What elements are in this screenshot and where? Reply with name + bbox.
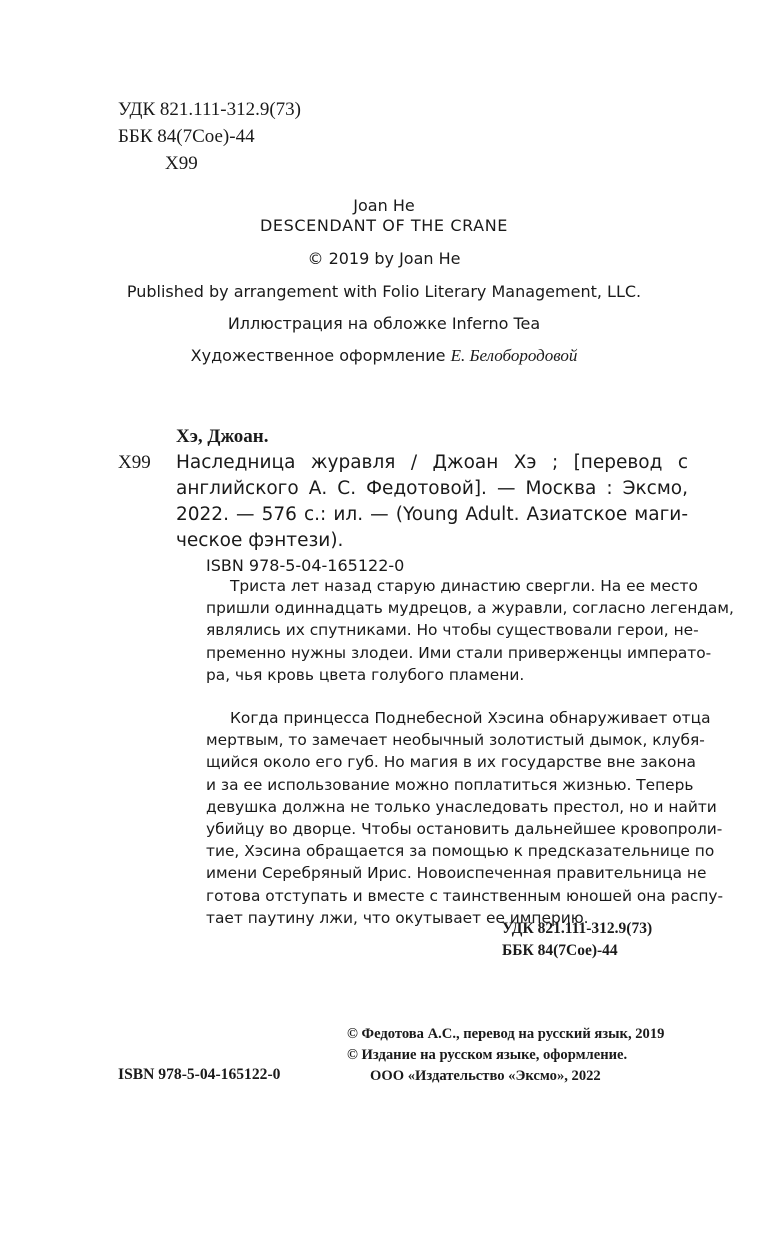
description-line: английского А. С. Федотовой]. — Москва : Эксмо,: [176, 478, 688, 499]
entry-isbn: ISBN 978-5-04-165122-0: [206, 556, 405, 575]
annotation-line: Триста лет назад старую династию свергли. На ее место: [230, 577, 698, 595]
annotation-line: мертвым, то замечает необычный золотистый дымок, клубя-: [206, 731, 705, 750]
annotation-line: убийцу во дворце. Чтобы остановить дальнейшее кровопроли-: [206, 820, 723, 839]
description-line: 2022. — 576 с.: ил. — (Young Adult. Азиатское маги-: [176, 504, 688, 525]
udk-code: УДК 821.111-312.9(73): [118, 99, 301, 120]
annotation-line: тие, Хэсина обращается за помощью к предсказательнице по: [206, 842, 715, 861]
annotation-line: тает паутину лжи, что окутывает ее империю.: [206, 908, 589, 927]
classification-block: [118, 96, 301, 177]
art-design-credit: [0, 346, 768, 366]
entry-author-heading: Хэ, Джоан.: [176, 426, 269, 447]
annotation-line: ра, чья кровь цвета голубого пламени.: [206, 665, 525, 684]
annotation-line: девушка должна не только унаследовать престол, но и найти: [206, 797, 717, 816]
arrangement-notice: Published by arrangement with Folio Literary Management, LLC.: [126, 282, 642, 301]
rights-block: [347, 1024, 664, 1087]
author-sign: Х99: [165, 153, 198, 174]
art-design-name: Е. Белобородовой: [450, 346, 578, 365]
annotation-line: Когда принцесса Поднебесной Хэсина обнаруживает отца: [230, 709, 711, 727]
entry-author-sign: Х99: [118, 452, 151, 473]
original-author: Joan He: [353, 196, 415, 215]
translation-copyright: © Федотова А.С., перевод на русский язык, 2019: [347, 1026, 665, 1042]
bottom-bbk-code: ББК 84(7Сое)-44: [502, 942, 618, 959]
annotation-line: готова отступать и вместе с таинственным юношей она распу-: [206, 886, 724, 905]
entry-description: [176, 450, 688, 554]
bottom-classification: [502, 918, 652, 962]
bottom-isbn: ISBN 978-5-04-165122-0: [118, 1066, 281, 1083]
cover-illustration-credit: Иллюстрация на обложке Inferno Tea: [227, 314, 541, 333]
annotation-line: имени Серебряный Ирис. Новоиспеченная правительница не: [206, 864, 707, 883]
bbk-code: ББК 84(7Сое)-44: [118, 126, 255, 147]
original-copyright: © 2019 by Joan He: [307, 249, 461, 268]
publisher-copyright: ООО «Издательство «Эксмо», 2022: [370, 1068, 601, 1084]
edition-copyright: © Издание на русском языке, оформление.: [347, 1047, 628, 1063]
original-title: DESCENDANT OF THE CRANE: [260, 216, 508, 235]
annotation-line: щийся около его губ. Но магия в их государстве вне закона: [206, 753, 696, 772]
art-design-label: Художественное оформление: [190, 346, 446, 365]
annotation-line: пришли одиннадцать мудрецов, а журавли, согласно легендам,: [206, 599, 734, 618]
description-line: Наследница журавля / Джоан Хэ ; [перевод с: [176, 452, 688, 473]
annotation-line: являлись их спутниками. Но чтобы существовали герои, не-: [206, 621, 699, 640]
annotation-paragraph-1: [206, 575, 734, 686]
bottom-udk-code: УДК 821.111-312.9(73): [502, 920, 653, 937]
annotation-line: и за ее использование можно поплатиться жизнью. Теперь: [206, 775, 694, 794]
annotation-paragraph-2: [206, 707, 724, 929]
description-line: ческое фэнтези).: [176, 530, 344, 551]
annotation-line: пременно нужны злодеи. Ими стали приверженцы императо-: [206, 643, 712, 662]
